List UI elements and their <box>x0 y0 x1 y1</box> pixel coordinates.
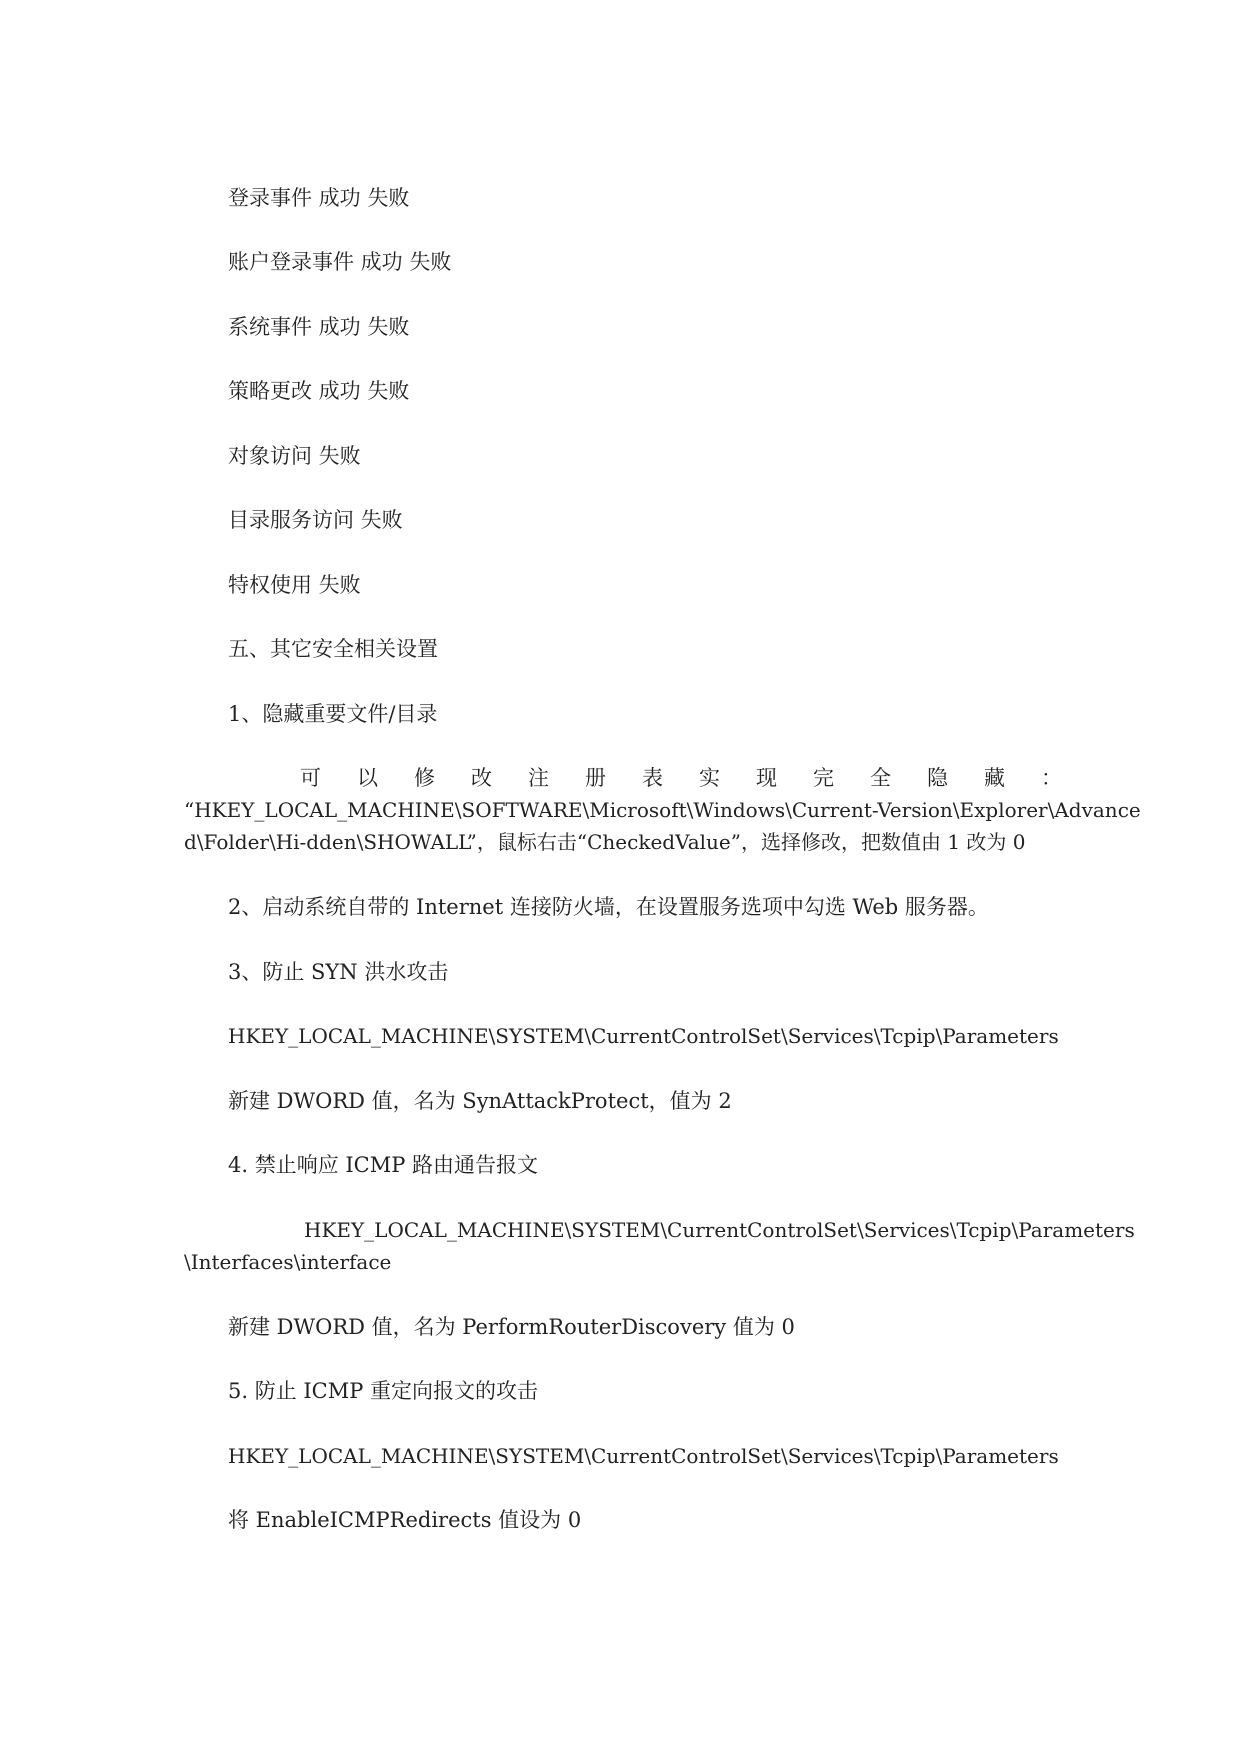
item4-title: 4. 禁止响应 ICMP 路由通告报文 <box>228 1153 539 1177</box>
item1-registry-path-line: “HKEY_LOCAL_MACHINE\SOFTWARE\Microsoft\Windows\Current-Version\Explorer\Advance <box>184 798 1141 822</box>
item5-registry-path: HKEY_LOCAL_MACHINE\SYSTEM\CurrentControlSet\Services\Tcpip\Parameters <box>228 1444 1059 1468</box>
item1-justified-char: 改 <box>471 766 492 790</box>
audit-item-directory-service-access: 目录服务访问 失败 <box>228 508 403 532</box>
section-five-heading: 五、其它安全相关设置 <box>228 637 438 661</box>
item4-path-paragraph <box>184 1214 1135 1278</box>
item1-title: 1、隐藏重要文件/目录 <box>228 702 438 726</box>
item1-justified-char: 可 <box>300 766 321 790</box>
item1-justified-char: 册 <box>585 766 606 790</box>
item1-instruction-line: d\Folder\Hi-dden\SHOWALL”，鼠标右击“CheckedValue”，选择修改，把数值由 1 改为 0 <box>184 830 1026 854</box>
item5-title: 5. 防止 ICMP 重定向报文的攻击 <box>228 1379 539 1403</box>
item2-text: 2、启动系统自带的 Internet 连接防火墙，在设置服务选项中勾选 Web 服务器。 <box>228 895 989 919</box>
item3-title: 3、防止 SYN 洪水攻击 <box>228 960 449 984</box>
item1-justified-char: 完 <box>813 766 834 790</box>
item1-justified-char: 藏 <box>984 766 1005 790</box>
item1-justified-char: 表 <box>642 766 663 790</box>
audit-item-system-events: 系统事件 成功 失败 <box>228 315 410 339</box>
item1-justified-char: 注 <box>528 766 549 790</box>
audit-item-logon-events: 登录事件 成功 失败 <box>228 186 410 210</box>
item1-justified-char: 实 <box>699 766 720 790</box>
item1-justified-char: 现 <box>756 766 777 790</box>
audit-item-account-logon-events: 账户登录事件 成功 失败 <box>228 250 452 274</box>
audit-item-object-access: 对象访问 失败 <box>228 444 361 468</box>
item3-registry-path: HKEY_LOCAL_MACHINE\SYSTEM\CurrentControlSet\Services\Tcpip\Parameters <box>228 1024 1059 1048</box>
item1-justified-char: ： <box>1041 766 1062 790</box>
item1-justified-char: 修 <box>414 766 435 790</box>
audit-item-policy-change: 策略更改 成功 失败 <box>228 379 410 403</box>
item4-registry-path-line2: \Interfaces\interface <box>184 1250 392 1274</box>
item1-justified-char: 全 <box>870 766 891 790</box>
item1-justified-line <box>184 762 1062 794</box>
item3-action: 新建 DWORD 值，名为 SynAttackProtect，值为 2 <box>228 1089 732 1113</box>
item1-justified-char: 隐 <box>927 766 948 790</box>
audit-item-privilege-use: 特权使用 失败 <box>228 573 361 597</box>
item4-registry-path-line1: HKEY_LOCAL_MACHINE\SYSTEM\CurrentControlSet\Services\Tcpip\Parameters <box>304 1218 1135 1242</box>
item1-paragraph <box>184 762 1141 858</box>
item5-action: 将 EnableICMPRedirects 值设为 0 <box>228 1508 582 1532</box>
item4-action: 新建 DWORD 值，名为 PerformRouterDiscovery 值为 0 <box>228 1315 795 1339</box>
item1-justified-char: 以 <box>357 766 378 790</box>
